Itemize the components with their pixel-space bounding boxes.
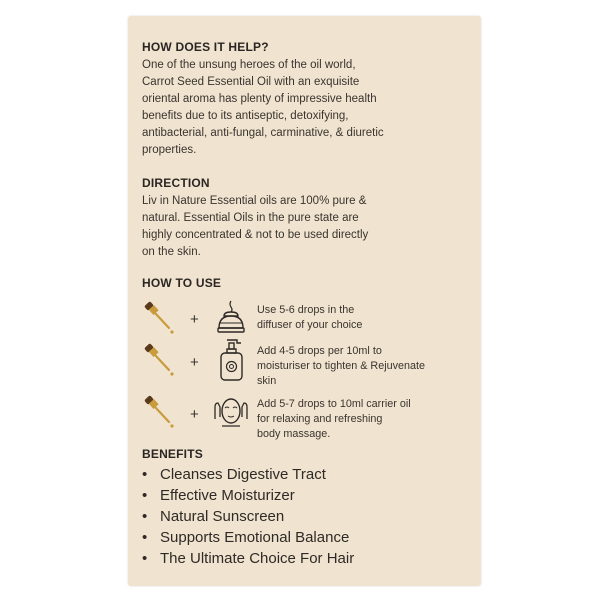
plus-sign: + (190, 311, 199, 328)
direction-heading: DIRECTION (142, 176, 210, 190)
benefit-item (142, 548, 354, 569)
help-line: One of the unsung heroes of the oil world, (142, 59, 356, 71)
help-heading: HOW DOES IT HELP? (142, 40, 269, 54)
benefit-text: Cleanses Digestive Tract (160, 466, 326, 483)
bullet: • (142, 466, 148, 483)
help-line: Carrot Seed Essential Oil with an exquisite (142, 76, 360, 88)
benefits-list (142, 464, 354, 569)
benefit-text: Supports Emotional Balance (160, 529, 350, 546)
usage-text-diffuser (257, 303, 472, 333)
dropper-icon (143, 342, 177, 378)
help-line: properties. (142, 144, 197, 156)
usage-text-moisturiser (257, 344, 472, 389)
help-line: antibacterial, anti-fungal, carminative, & diuretic (142, 127, 384, 139)
usage-line: diffuser of your choice (257, 319, 363, 331)
usage-line: Use 5-6 drops in the (257, 304, 355, 316)
plus-sign: + (190, 406, 199, 423)
direction-line: on the skin. (142, 246, 201, 258)
direction-line: natural. Essential Oils in the pure state are (142, 212, 359, 224)
lotion-bottle-icon (217, 337, 245, 383)
bullet: • (142, 529, 148, 546)
usage-line: body massage. (257, 428, 331, 440)
help-line: benefits due to its antiseptic, detoxifying, (142, 110, 349, 122)
direction-line: highly concentrated & not to be used directly (142, 229, 369, 241)
benefits-heading: BENEFITS (142, 447, 203, 461)
usage-line: moisturiser to tighten & Rejuvenate (257, 360, 426, 372)
benefit-text: The Ultimate Choice For Hair (160, 550, 355, 567)
dropper-icon (143, 300, 177, 336)
how-to-use-heading: HOW TO USE (142, 276, 222, 290)
plus-sign: + (190, 354, 199, 371)
benefit-text: Natural Sunscreen (160, 508, 285, 525)
usage-line: Add 5-7 drops to 10ml carrier oil (257, 398, 411, 410)
benefit-item (142, 464, 354, 485)
bullet: • (142, 487, 148, 504)
bullet: • (142, 550, 148, 567)
help-line: oriental aroma has plenty of impressive health (142, 93, 377, 105)
usage-line: Add 4-5 drops per 10ml to (257, 345, 382, 357)
help-paragraph (142, 57, 472, 159)
benefit-text: Effective Moisturizer (160, 487, 295, 504)
diffuser-icon (214, 298, 248, 336)
benefit-item (142, 527, 354, 548)
bullet: • (142, 508, 148, 525)
benefit-item (142, 485, 354, 506)
face-massage-icon (212, 393, 250, 431)
benefit-item (142, 506, 354, 527)
dropper-icon (143, 394, 177, 430)
usage-line: for relaxing and refreshing (257, 413, 383, 425)
direction-paragraph (142, 193, 472, 261)
usage-text-massage (257, 397, 472, 442)
direction-line: Liv in Nature Essential oils are 100% pure & (142, 195, 367, 207)
usage-line: skin (257, 375, 277, 387)
